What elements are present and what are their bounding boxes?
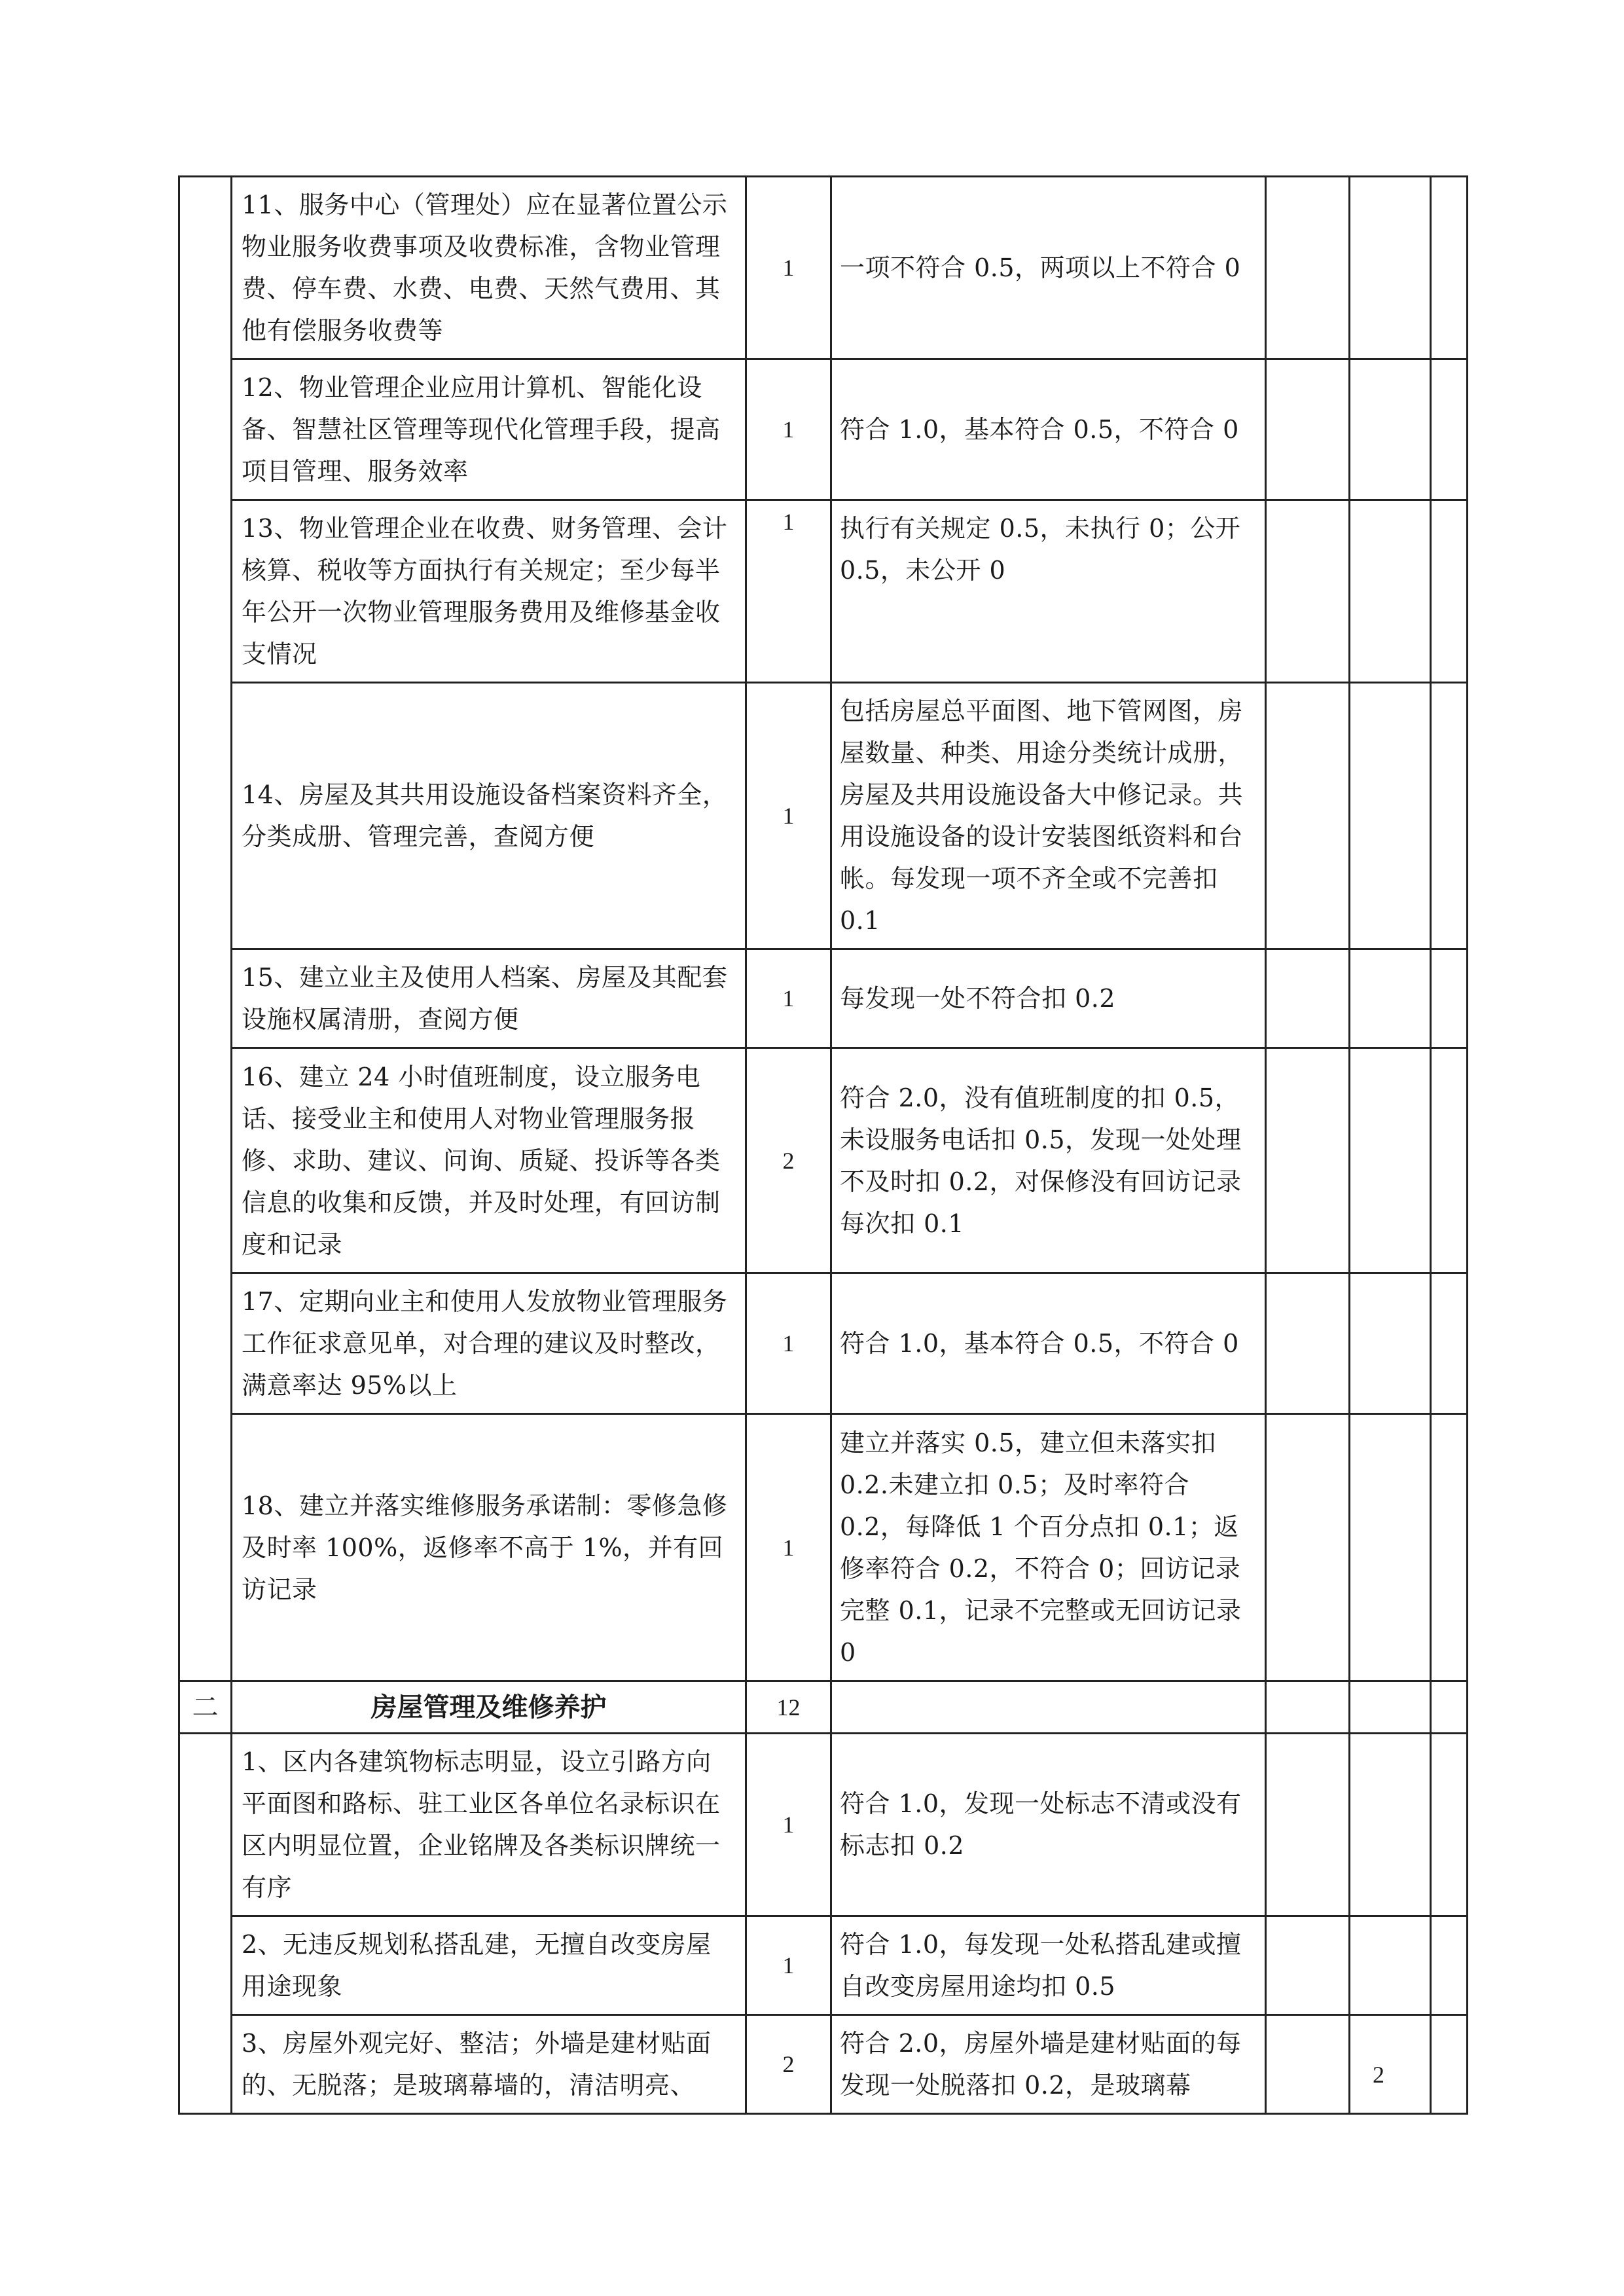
table-row bbox=[179, 177, 1468, 359]
table-row bbox=[179, 1916, 1468, 2015]
blank-cell bbox=[1431, 2015, 1468, 2114]
blank-cell bbox=[1266, 1916, 1350, 2015]
blank-cell bbox=[1431, 949, 1468, 1048]
item-text: 13、物业管理企业在收费、财务管理、会计核算、税收等方面执行有关规定；至少每半年公开一次物业管理服务费用及维修基金收支情况 bbox=[232, 500, 746, 683]
score-value: 2 bbox=[746, 1048, 831, 1273]
table-row bbox=[179, 1734, 1468, 1916]
blank-cell bbox=[1266, 683, 1350, 949]
standard-text: 符合 2.0，没有值班制度的扣 0.5，未设服务电话扣 0.5，发现一处处理不及时扣 0.2，对保修没有回访记录每次扣 0.1 bbox=[831, 1048, 1266, 1273]
standard-text: 符合 1.0，基本符合 0.5，不符合 0 bbox=[831, 1273, 1266, 1414]
standard-text: 包括房屋总平面图、地下管网图，房屋数量、种类、用途分类统计成册，房屋及共用设施设备大中修记录。共用设施设备的设计安装图纸资料和台帐。每发现一项不齐全或不完善扣 0.1 bbox=[831, 683, 1266, 949]
item-text: 16、建立 24 小时值班制度，设立服务电话、接受业主和使用人对物业管理服务报修、求助、建议、问询、质疑、投诉等各类信息的收集和反馈，并及时处理，有回访制度和记录 bbox=[232, 1048, 746, 1273]
blank-cell bbox=[1431, 1273, 1468, 1414]
blank-cell bbox=[1431, 683, 1468, 949]
blank-cell bbox=[1350, 683, 1431, 949]
blank-cell bbox=[1350, 1273, 1431, 1414]
score-value: 1 bbox=[746, 1734, 831, 1916]
blank-cell bbox=[1350, 1414, 1431, 1681]
score-value: 1 bbox=[746, 359, 831, 500]
blank-cell bbox=[1266, 1734, 1350, 1916]
item-text: 1、区内各建筑物标志明显，设立引路方向平面图和路标、驻工业区各单位名录标识在区内明显位置，企业铭牌及各类标识牌统一有序 bbox=[232, 1734, 746, 1916]
item-text: 3、房屋外观完好、整洁；外墙是建材贴面的、无脱落；是玻璃幕墙的，清洁明亮、 bbox=[232, 2015, 746, 2114]
blank-cell bbox=[1350, 949, 1431, 1048]
table-row bbox=[179, 500, 1468, 683]
standard-text: 执行有关规定 0.5，未执行 0；公开 0.5，未公开 0 bbox=[831, 500, 1266, 683]
blank-cell bbox=[1266, 177, 1350, 359]
blank-cell bbox=[1266, 1048, 1350, 1273]
blank-cell bbox=[1431, 1048, 1468, 1273]
table-row bbox=[179, 2015, 1468, 2114]
score-value: 1 bbox=[746, 177, 831, 359]
standard-text: 符合 1.0，发现一处标志不清或没有标志扣 0.2 bbox=[831, 1734, 1266, 1916]
blank-cell bbox=[1431, 359, 1468, 500]
blank-cell bbox=[1350, 359, 1431, 500]
table-row bbox=[179, 359, 1468, 500]
blank-cell bbox=[1350, 1916, 1431, 2015]
standard-text: 一项不符合 0.5，两项以上不符合 0 bbox=[831, 177, 1266, 359]
evaluation-table bbox=[178, 175, 1468, 2115]
item-text: 11、服务中心（管理处）应在显著位置公示物业服务收费事项及收费标准，含物业管理费、停车费、水费、电费、天然气费用、其他有偿服务收费等 bbox=[232, 177, 746, 359]
item-text: 18、建立并落实维修服务承诺制：零修急修及时率 100%，返修率不高于 1%，并有回访记录 bbox=[232, 1414, 746, 1681]
table-row bbox=[179, 1414, 1468, 1681]
score-value: 1 bbox=[746, 500, 831, 683]
blank-cell bbox=[1266, 1681, 1350, 1734]
blank-cell bbox=[1350, 1048, 1431, 1273]
section-number-cell bbox=[179, 1734, 232, 2114]
blank-cell bbox=[1266, 359, 1350, 500]
score-value: 1 bbox=[746, 949, 831, 1048]
score-value: 2 bbox=[746, 2015, 831, 2114]
blank-cell bbox=[1266, 1273, 1350, 1414]
blank-cell bbox=[1350, 2015, 1431, 2114]
table-row bbox=[179, 1048, 1468, 1273]
blank-cell bbox=[1431, 177, 1468, 359]
blank-cell bbox=[1431, 1681, 1468, 1734]
score-value: 1 bbox=[746, 1916, 831, 2015]
item-text: 17、定期向业主和使用人发放物业管理服务工作征求意见单，对合理的建议及时整改，满意率达 95%以上 bbox=[232, 1273, 746, 1414]
standard-text: 建立并落实 0.5，建立但未落实扣 0.2.未建立扣 0.5；及时率符合 0.2，每降低 1 个百分点扣 0.1；返修率符合 0.2，不符合 0；回访记录完整 0.1，记录不完整或无回访记录 0 bbox=[831, 1414, 1266, 1681]
blank-cell bbox=[1431, 500, 1468, 683]
table-row bbox=[179, 683, 1468, 949]
blank-cell bbox=[1266, 1414, 1350, 1681]
standard-text: 每发现一处不符合扣 0.2 bbox=[831, 949, 1266, 1048]
table-row bbox=[179, 949, 1468, 1048]
blank-cell bbox=[1266, 500, 1350, 683]
standard-text: 符合 1.0，基本符合 0.5，不符合 0 bbox=[831, 359, 1266, 500]
blank-cell bbox=[1431, 1734, 1468, 1916]
blank-cell bbox=[1350, 177, 1431, 359]
item-text: 14、房屋及其共用设施设备档案资料齐全，分类成册、管理完善，查阅方便 bbox=[232, 683, 746, 949]
blank-cell bbox=[1266, 2015, 1350, 2114]
item-text: 12、物业管理企业应用计算机、智能化设备、智慧社区管理等现代化管理手段，提高项目管理、服务效率 bbox=[232, 359, 746, 500]
score-value: 1 bbox=[746, 1273, 831, 1414]
standard-text: 符合 2.0，房屋外墙是建材贴面的每发现一处脱落扣 0.2，是玻璃幕 bbox=[831, 2015, 1266, 2114]
score-value: 1 bbox=[746, 683, 831, 949]
blank-cell bbox=[1266, 949, 1350, 1048]
blank-cell bbox=[1431, 1414, 1468, 1681]
score-value: 1 bbox=[746, 1414, 831, 1681]
section-header-row bbox=[179, 1681, 1468, 1734]
section-title: 房屋管理及维修养护 bbox=[232, 1681, 746, 1734]
table-row bbox=[179, 1273, 1468, 1414]
blank-cell bbox=[1431, 1916, 1468, 2015]
section-number-cell bbox=[179, 177, 232, 1681]
blank-cell bbox=[1350, 1681, 1431, 1734]
standard-text: 符合 1.0，每发现一处私搭乱建或擅自改变房屋用途均扣 0.5 bbox=[831, 1916, 1266, 2015]
blank-cell bbox=[831, 1681, 1266, 1734]
section-number: 二 bbox=[179, 1681, 232, 1734]
blank-cell bbox=[1350, 1734, 1431, 1916]
blank-cell bbox=[1350, 500, 1431, 683]
section-score: 12 bbox=[746, 1681, 831, 1734]
item-text: 15、建立业主及使用人档案、房屋及其配套设施权属清册，查阅方便 bbox=[232, 949, 746, 1048]
page-number: 2 bbox=[1373, 2062, 1384, 2088]
item-text: 2、无违反规划私搭乱建，无擅自改变房屋用途现象 bbox=[232, 1916, 746, 2015]
